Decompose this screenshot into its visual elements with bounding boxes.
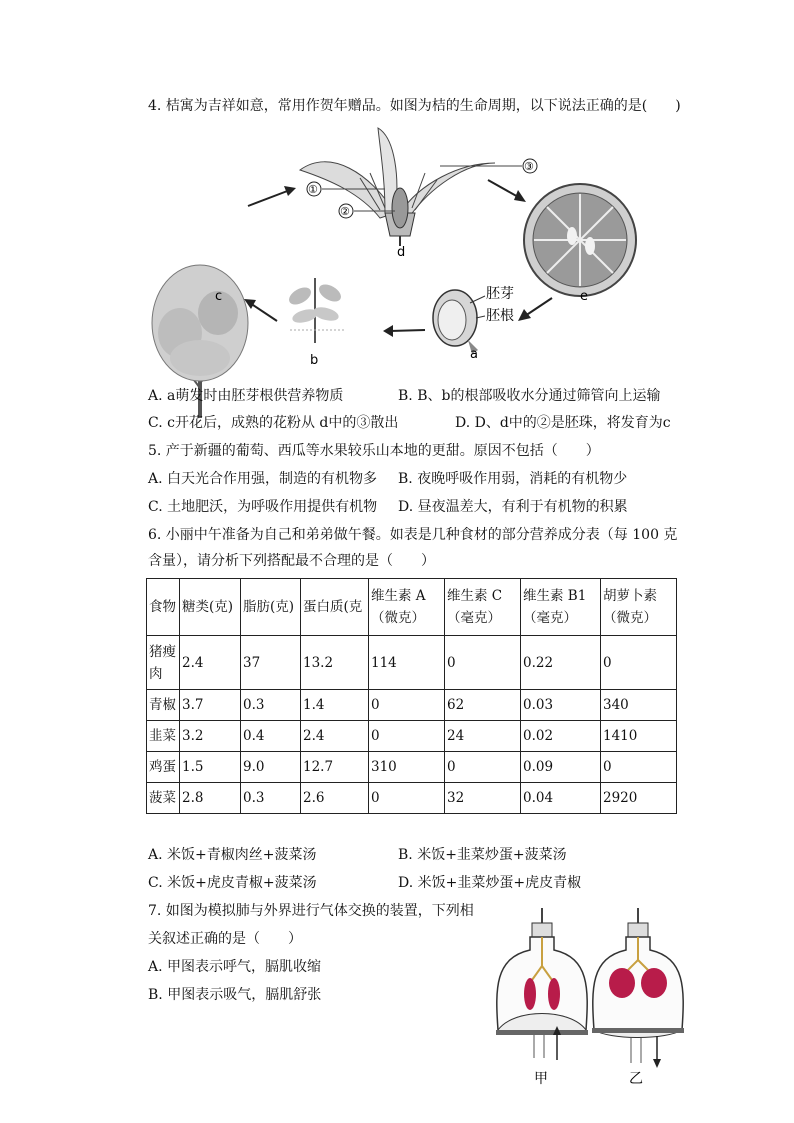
table-cell: 12.7 bbox=[301, 752, 369, 783]
table-cell: 32 bbox=[445, 783, 521, 814]
arrow-a-to-b bbox=[383, 325, 425, 337]
table-cell: 0 bbox=[369, 690, 445, 721]
q5-option-c: C. 土地肥沃，为呼吸作用提供有机物 bbox=[148, 499, 378, 515]
bell-jar-yi bbox=[592, 908, 684, 1068]
table-cell: 0 bbox=[601, 752, 677, 783]
table-cell: 1.4 bbox=[301, 690, 369, 721]
label-yi: 乙 bbox=[629, 1071, 643, 1087]
table-cell: 0.03 bbox=[521, 690, 601, 721]
nutrition-table bbox=[146, 578, 677, 814]
table-cell: 菠菜 bbox=[147, 783, 180, 814]
table-cell: 0 bbox=[445, 636, 521, 690]
table-cell: 0.02 bbox=[521, 721, 601, 752]
q4-stem: 4. 桔寓为吉祥如意，常用作贺年赠品。如图为桔的生命周期，以下说法正确的是( ) bbox=[148, 98, 681, 114]
seed-illustration bbox=[433, 290, 478, 354]
q5-option-a: A. 白天光合作用强，制造的有机物多 bbox=[148, 471, 378, 487]
table-header-cell: 维生素 A （微克） bbox=[369, 579, 445, 636]
table-cell: 9.0 bbox=[241, 752, 301, 783]
q7-option-a: A. 甲图表示呼气，膈肌收缩 bbox=[148, 959, 322, 975]
label-c: c bbox=[215, 289, 223, 304]
q6-option-a: A. 米饭+青椒肉丝+菠菜汤 bbox=[148, 847, 317, 863]
table-cell: 2920 bbox=[601, 783, 677, 814]
table-cell: 0 bbox=[369, 721, 445, 752]
q5-stem: 5. 产于新疆的葡萄、西瓜等水果较乐山本地的更甜。原因不包括（ ） bbox=[148, 443, 600, 459]
label-peiya: 胚芽 bbox=[486, 286, 514, 302]
lung-right-jia bbox=[548, 978, 560, 1010]
table-cell: 韭菜 bbox=[147, 721, 180, 752]
arrow-b-to-c bbox=[244, 299, 277, 321]
table-header-cell: 糖类(克) bbox=[180, 579, 241, 636]
table-row bbox=[147, 752, 677, 783]
fruit-cross-section bbox=[524, 184, 636, 296]
q7-stem-line2: 关叙述正确的是（ ） bbox=[148, 931, 302, 947]
table-header-cell: 蛋白质(克 bbox=[301, 579, 369, 636]
table-cell: 3.2 bbox=[180, 721, 241, 752]
table-cell: 1410 bbox=[601, 721, 677, 752]
table-header-cell: 食物 bbox=[147, 579, 180, 636]
table-cell: 1.5 bbox=[180, 752, 241, 783]
table-cell: 2.6 bbox=[301, 783, 369, 814]
table-cell: 0.04 bbox=[521, 783, 601, 814]
table-cell: 猪瘦 肉 bbox=[147, 636, 180, 690]
q6-stem-line1: 6. 小丽中午准备为自己和弟弟做午餐。如表是几种食材的部分营养成分表（每 100 克 bbox=[148, 527, 678, 543]
label-peigen: 胚根 bbox=[486, 308, 514, 324]
table-cell: 青椒 bbox=[147, 690, 180, 721]
q5-option-b: B. 夜晚呼吸作用弱，消耗的有机物少 bbox=[398, 471, 628, 487]
table-cell: 0.3 bbox=[241, 690, 301, 721]
arrow-c-to-d bbox=[248, 186, 296, 206]
lung-left-yi bbox=[609, 968, 635, 998]
table-row bbox=[147, 783, 677, 814]
table-cell: 2.8 bbox=[180, 783, 241, 814]
q6-option-d: D. 米饭+韭菜炒蛋+虎皮青椒 bbox=[398, 875, 582, 891]
table-header-cell: 胡萝卜素 （微克） bbox=[601, 579, 677, 636]
q6-option-b: B. 米饭+韭菜炒蛋+菠菜汤 bbox=[398, 847, 567, 863]
table-cell: 2.4 bbox=[180, 636, 241, 690]
bell-jar-jia bbox=[496, 908, 588, 1060]
q4-option-c: C. c开花后，成熟的花粉从 d中的③散出 bbox=[148, 415, 399, 431]
label-d: d bbox=[397, 245, 406, 260]
q4-option-a: A. a萌发时由胚芽根供营养物质 bbox=[148, 388, 344, 404]
table-cell: 0.3 bbox=[241, 783, 301, 814]
table-row bbox=[147, 636, 677, 690]
flower-illustration bbox=[300, 128, 495, 246]
table-cell: 310 bbox=[369, 752, 445, 783]
label-jia: 甲 bbox=[534, 1071, 548, 1087]
lung-right-yi bbox=[641, 968, 667, 998]
table-cell: 0.09 bbox=[521, 752, 601, 783]
table-cell: 37 bbox=[241, 636, 301, 690]
label-e: e bbox=[580, 289, 588, 304]
q6-stem-line2: 含量），请分析下列搭配最不合理的是（ ） bbox=[148, 553, 435, 569]
table-cell: 鸡蛋 bbox=[147, 752, 180, 783]
table-header-cell: 脂肪(克) bbox=[241, 579, 301, 636]
table-cell: 0.22 bbox=[521, 636, 601, 690]
table-header-cell: 维生素 B1 （毫克） bbox=[521, 579, 601, 636]
lung-model-figure bbox=[494, 908, 694, 1093]
arrow-d-to-e bbox=[488, 180, 526, 202]
label-circle-2: ② bbox=[340, 205, 350, 218]
arrow-e-to-a bbox=[518, 298, 552, 321]
label-a: a bbox=[470, 347, 478, 362]
table-cell: 13.2 bbox=[301, 636, 369, 690]
table-cell: 3.7 bbox=[180, 690, 241, 721]
table-cell: 0 bbox=[369, 783, 445, 814]
q7-option-b: B. 甲图表示吸气，膈肌舒张 bbox=[148, 987, 322, 1003]
table-header-cell: 维生素 C （毫克） bbox=[445, 579, 521, 636]
table-cell: 0 bbox=[445, 752, 521, 783]
table-cell: 24 bbox=[445, 721, 521, 752]
table-row bbox=[147, 690, 677, 721]
table-cell: 340 bbox=[601, 690, 677, 721]
q4-option-d: D. D、d中的②是胚珠，将发育为c bbox=[455, 415, 671, 431]
q7-stem-line1: 7. 如图为模拟肺与外界进行气体交换的装置，下列相 bbox=[148, 903, 474, 919]
q6-option-c: C. 米饭+虎皮青椒+菠菜汤 bbox=[148, 875, 317, 891]
label-circle-3: ③ bbox=[524, 160, 534, 173]
table-cell: 2.4 bbox=[301, 721, 369, 752]
table-cell: 0.4 bbox=[241, 721, 301, 752]
table-cell: 0 bbox=[601, 636, 677, 690]
table-cell: 62 bbox=[445, 690, 521, 721]
q5-option-d: D. 昼夜温差大，有利于有机物的积累 bbox=[398, 499, 628, 515]
table-header-row bbox=[147, 579, 677, 636]
label-b: b bbox=[310, 353, 319, 368]
table-row bbox=[147, 721, 677, 752]
table-cell: 114 bbox=[369, 636, 445, 690]
label-circle-1: ① bbox=[308, 183, 318, 196]
q4-option-b: B. B、b的根部吸收水分通过筛管向上运输 bbox=[398, 388, 661, 404]
lung-left-jia bbox=[524, 978, 536, 1010]
seedling-illustration bbox=[286, 278, 345, 343]
